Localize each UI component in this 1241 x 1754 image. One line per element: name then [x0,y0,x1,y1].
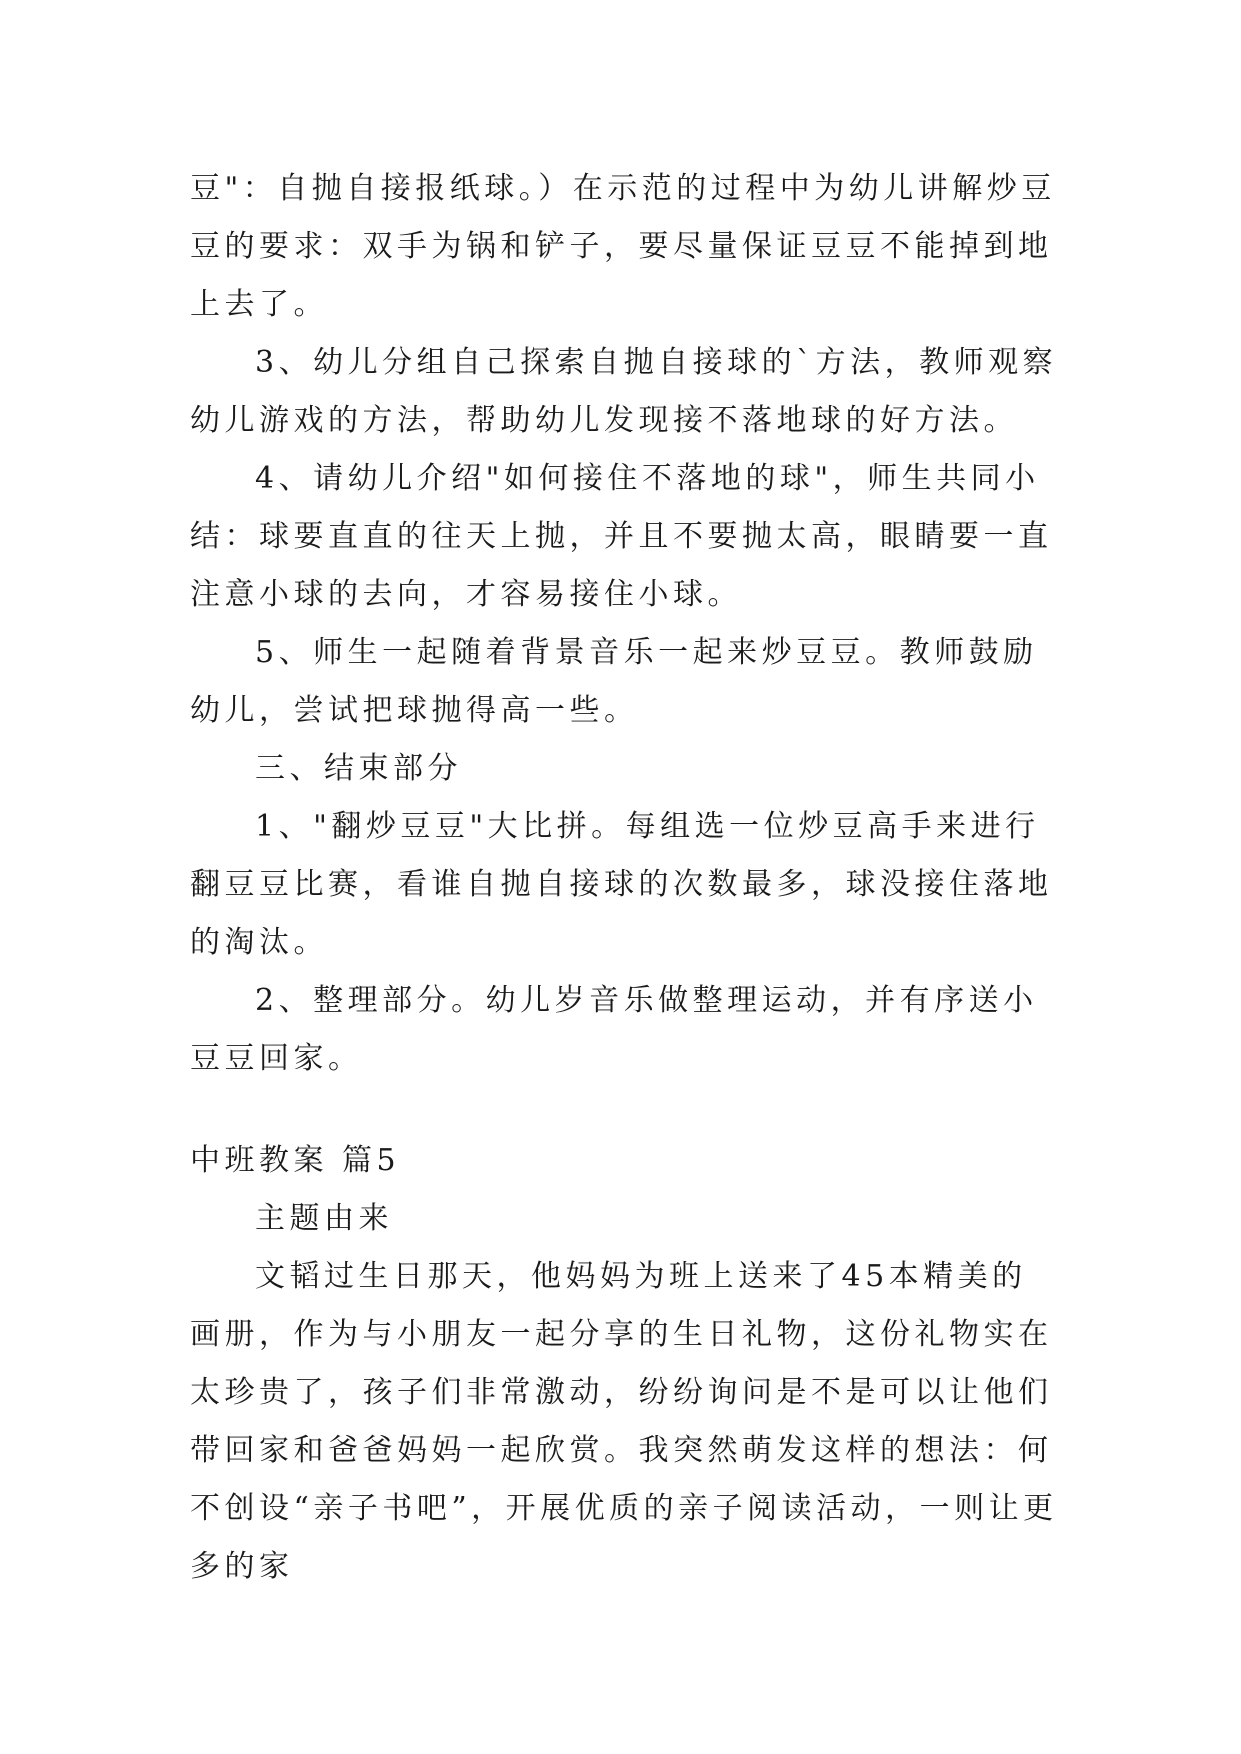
paragraph-1: 豆"：自抛自接报纸球。）在示范的过程中为幼儿讲解炒豆豆的要求：双手为锅和铲子，要尽量保证豆豆不能掉到地上去了。 [190,171,1056,322]
paragraph-2: 3、幼儿分组自己探索自抛自接球的`方法，教师观察幼儿游戏的方法，帮助幼儿发现接不落地球的好方法。 [190,345,1058,438]
section-title: 中班教案 篇5 [190,1143,401,1178]
paragraph-4: 5、师生一起随着背景音乐一起来炒豆豆。教师鼓励幼儿，尝试把球抛得高一些。 [190,635,1038,728]
subheading-ending: 三、结束部分 [255,751,462,786]
paragraph-7: 文韬过生日那天，他妈妈为班上送来了45本精美的画册，作为与小朋友一起分享的生日礼物，这份礼物实在太珍贵了，孩子们非常激动，纷纷询问是不是可以让他们带回家和爸爸妈妈一起欣赏。我突然萌发这样的想法：何不创设“亲子书吧”，开展优质的亲子阅读活动，一则让更多的家 [190,1259,1058,1584]
paragraph-3: 4、请幼儿介绍"如何接住不落地的球"，师生共同小结：球要直直的往天上抛，并且不要抛太高，眼睛要一直注意小球的去向，才容易接住小球。 [190,461,1053,612]
paragraph-5: 1、"翻炒豆豆"大比拼。每组选一位炒豆高手来进行翻豆豆比赛，看谁自抛自接球的次数最多，球没接住落地的淘汰。 [190,809,1053,960]
subheading-theme-origin: 主题由来 [255,1201,393,1236]
paragraph-6: 2、整理部分。幼儿岁音乐做整理运动，并有序送小豆豆回家。 [190,983,1038,1076]
document-body [190,160,1060,1596]
